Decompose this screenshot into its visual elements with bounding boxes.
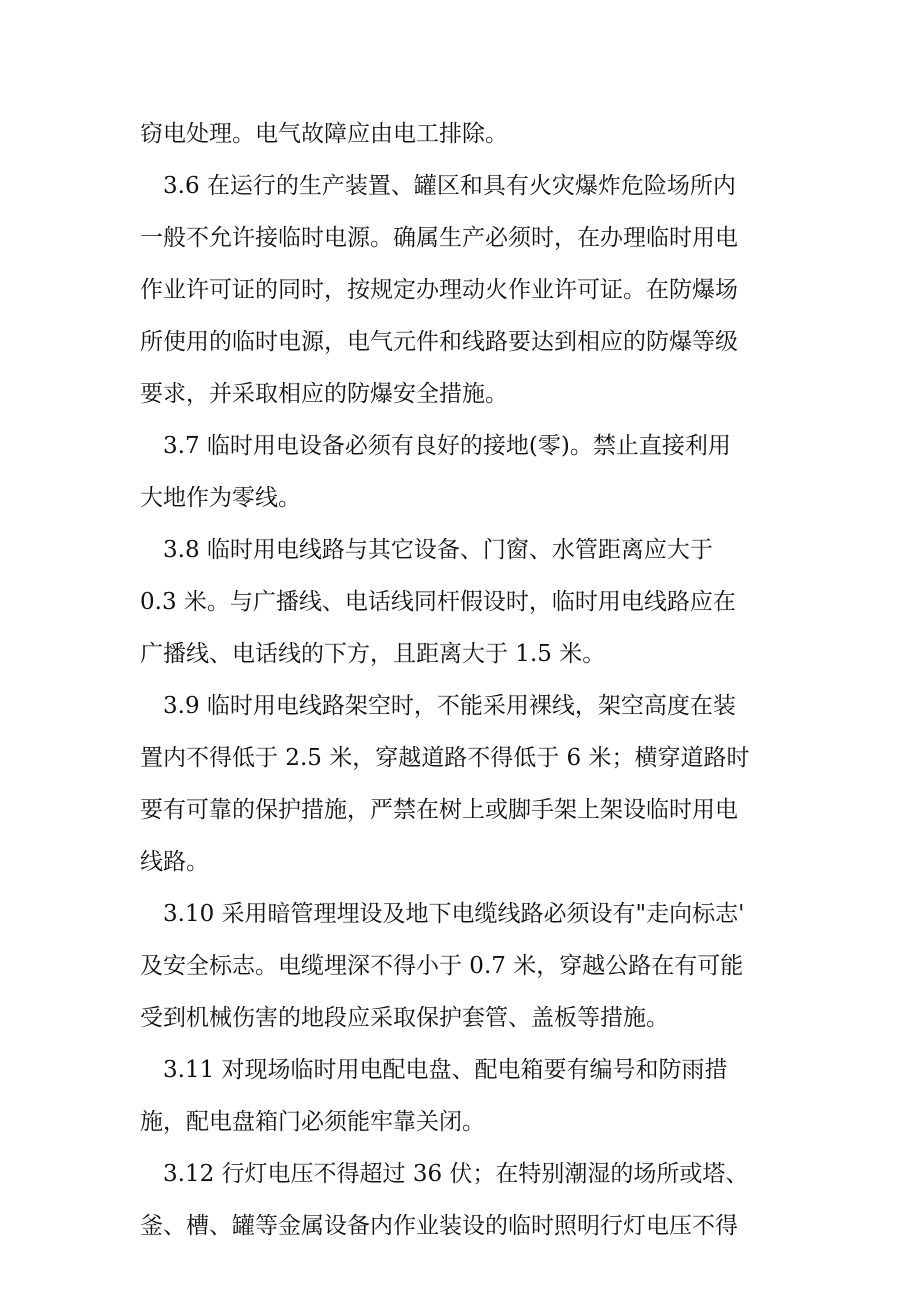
text-line: 窃电处理。电气故障应由电工排除。 (140, 121, 508, 147)
text-line: 及安全标志。电缆埋深不得小于 0.7 米，穿越公路在有可能 (140, 953, 744, 979)
text-line: 线路。 (140, 849, 209, 875)
document-body (140, 108, 782, 1252)
text-line: 所使用的临时电源，电气元件和线路要达到相应的防爆等级 (140, 329, 738, 355)
text-line: 受到机械伤害的地段应采取保护套管、盖板等措施。 (140, 1005, 669, 1031)
text-line: 3.9 临时用电线路架空时，不能采用裸线，架空高度在装 (163, 693, 736, 719)
text-line: 作业许可证的同时，按规定办理动火作业许可证。在防爆场 (140, 277, 738, 303)
text-line: 要有可靠的保护措施，严禁在树上或脚手架上架设临时用电 (140, 797, 738, 823)
text-line: 3.12 行灯电压不得超过 36 伏；在特别潮湿的场所或塔、 (163, 1161, 749, 1187)
text-line: 大地作为零线。 (140, 485, 301, 511)
text-line: 一般不允许接临时电源。确属生产必须时，在办理临时用电 (140, 225, 738, 251)
text-line: 置内不得低于 2.5 米，穿越道路不得低于 6 米；横穿道路时 (140, 745, 750, 771)
text-line: 3.6 在运行的生产装置、罐区和具有火灾爆炸危险场所内 (163, 173, 736, 199)
text-line: 釜、槽、罐等金属设备内作业装设的临时照明行灯电压不得 (140, 1213, 738, 1239)
text-line: 3.10 采用暗管理埋设及地下电缆线路必须设有"走向标志' (163, 901, 745, 927)
text-line: 3.8 临时用电线路与其它设备、门窗、水管距离应大于 (163, 537, 713, 563)
text-line: 施，配电盘箱门必须能牢靠关闭。 (140, 1109, 485, 1135)
text-line: 0.3 米。与广播线、电话线同杆假设时，临时用电线路应在 (140, 589, 736, 615)
text-line: 要求，并采取相应的防爆安全措施。 (140, 381, 508, 407)
text-line: 3.11 对现场临时用电配电盘、配电箱要有编号和防雨措 (163, 1057, 728, 1083)
text-line: 3.7 临时用电设备必须有良好的接地(零)。禁止直接利用 (163, 433, 731, 459)
text-line: 广播线、电话线的下方，且距离大于 1.5 米。 (140, 641, 606, 667)
